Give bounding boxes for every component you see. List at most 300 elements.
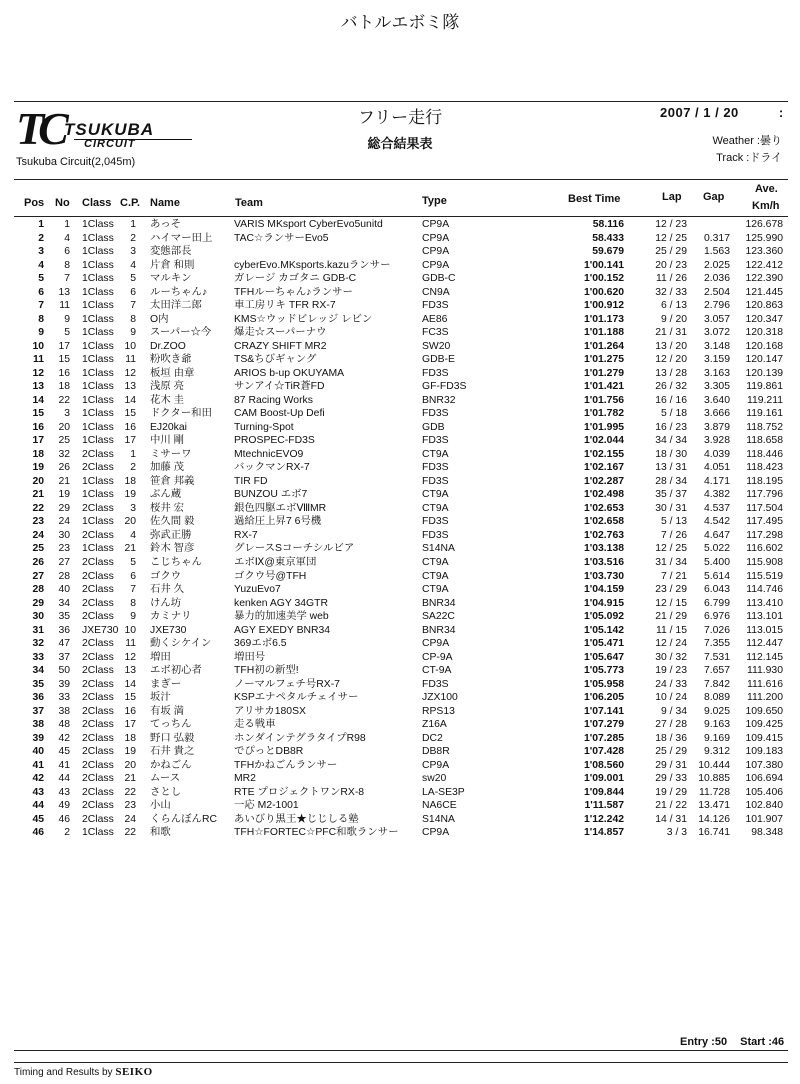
cell-best: 1'05.647 [583,651,624,663]
cell-pos: 22 [32,502,44,514]
cell-cls: 1Class [82,489,114,501]
table-row [0,449,800,461]
cell-best: 1'05.471 [583,638,624,650]
table-row [0,584,800,596]
cell-cls: 1Class [82,232,114,244]
cell-lap: 21 / 31 [655,327,687,339]
cell-gap: 9.169 [703,732,730,744]
cell-pos: 5 [38,273,44,285]
cell-gap: 9.312 [703,746,730,758]
cell-cp: 4 [130,259,136,271]
cell-best: 1'01.275 [583,354,624,366]
cell-pos: 1 [38,219,44,230]
cell-pos: 44 [32,800,44,812]
cell-no: 6 [64,246,70,258]
cell-ave: 109.425 [745,719,783,731]
cell-best: 1'03.138 [583,543,624,555]
cell-best: 1'01.264 [583,340,624,352]
cell-lap: 19 / 23 [655,665,687,677]
cell-type: AE86 [422,313,448,325]
cell-team: TAC☆ランサーEvo5 [234,232,329,244]
cell-cp: 3 [130,502,136,514]
cell-no: 50 [58,665,70,677]
cell-type: FD3S [422,408,449,420]
cell-gap: 10.444 [698,759,730,771]
cell-type: BNR32 [422,394,456,406]
cell-cls: 2Class [82,448,114,460]
cell-lap: 31 / 34 [655,557,687,568]
cell-ave: 117.298 [746,529,783,541]
cell-pos: 20 [32,475,44,487]
cell-name: ドクター和田 [150,408,212,420]
cell-type: DC2 [422,732,443,744]
cell-cp: 16 [124,705,136,717]
table-row [0,260,800,272]
cell-lap: 28 / 34 [655,475,687,487]
cell-gap: 3.163 [703,367,730,379]
cell-lap: 34 / 34 [655,435,687,447]
cell-team: でぴっとDB8R [234,746,304,758]
session-date [660,105,784,120]
cell-ave: 117.796 [746,489,783,501]
cell-type: FD3S [422,462,449,474]
cell-team: VARIS MKsport CyberEvo5unitd [234,219,383,230]
cell-type: LA-SE3P [422,786,465,798]
cell-no: 40 [58,584,70,596]
cell-gap: 3.305 [703,381,730,393]
cell-best: 1'07.285 [583,732,624,744]
cell-cp: 5 [130,557,136,568]
cell-best: 1'05.142 [583,624,624,636]
cell-no: 7 [64,273,70,285]
cell-type: CT9A [422,570,449,582]
cell-lap: 23 / 29 [655,584,687,596]
cell-name: 弥武正勝 [150,529,192,541]
header-gap: Gap [703,191,725,203]
cell-gap: 6.799 [703,597,730,609]
cell-cls: 2Class [82,786,114,798]
cell-best: 1'05.773 [583,665,624,677]
cell-team: ゴクウ号@TFH [234,570,307,582]
cell-cls: 2Class [82,692,114,704]
table-row [0,287,800,299]
cell-gap: 3.072 [703,327,730,339]
cell-lap: 18 / 30 [655,448,687,460]
cell-ave: 118.658 [746,435,783,447]
cell-name: エボ初心者 [150,665,202,677]
cell-cp: 2 [130,232,136,244]
cell-gap: 3.148 [703,340,730,352]
cell-name: 坂汁 [150,692,171,704]
cell-cp: 9 [130,327,136,339]
cell-pos: 11 [33,354,44,366]
cell-best: 1'03.516 [583,557,624,568]
cell-no: 19 [58,489,70,501]
cell-gap: 3.159 [703,354,730,366]
table-row [0,760,800,772]
cell-name: てっちん [150,719,192,731]
cell-pos: 4 [38,259,44,271]
cell-ave: 122.390 [745,273,783,285]
cell-team: kenken AGY 34GTR [234,597,328,609]
cell-lap: 25 / 29 [655,746,687,758]
cell-best: 1'11.587 [584,800,624,812]
cell-cp: 14 [124,394,136,406]
cell-no: 43 [58,786,70,798]
timing-credit [14,1066,153,1078]
cell-cls: 1Class [82,394,114,406]
cell-team: 87 Racing Works [234,394,313,406]
cell-cp: 23 [124,800,136,812]
cell-cls: 2Class [82,651,114,663]
cell-cls: 1Class [82,327,114,339]
cell-ave: 118.423 [746,462,783,474]
cell-name: 板垣 由章 [150,367,195,379]
date-value: 2007 / 1 / 20 [660,105,739,120]
cell-gap: 7.531 [703,651,730,663]
entry-count: Entry :50 [680,1036,728,1048]
cell-pos: 10 [32,340,44,352]
cell-best: 1'01.782 [583,408,624,420]
cell-name: JXE730 [150,624,187,636]
table-row [0,706,800,718]
cell-cp: 14 [124,678,136,690]
cell-cls: 2Class [82,732,114,744]
cell-cp: 11 [125,354,136,366]
cell-best: 1'02.167 [583,462,624,474]
cell-cp: 20 [124,516,136,528]
cell-team: YuzuEvo7 [234,584,281,596]
cell-ave: 111.200 [746,692,783,704]
cell-best: 1'03.730 [583,570,624,582]
cell-best: 1'02.287 [583,475,624,487]
cell-best: 1'02.044 [583,435,624,447]
cell-pos: 18 [32,448,44,460]
cell-cls: 2Class [82,557,114,568]
cell-type: CT9A [422,502,449,514]
cell-cp: 2 [130,462,136,474]
cell-no: 26 [58,462,70,474]
cell-pos: 2 [38,232,44,244]
cell-ave: 109.183 [745,746,783,758]
table-row [0,571,800,583]
cell-cls: 1Class [82,367,114,379]
cell-best: 1'05.092 [583,611,624,623]
cell-name: スーパー☆今 [150,327,212,339]
cell-name: 変態部長 [150,246,192,258]
cell-gap: 4.382 [703,489,730,501]
cell-pos: 37 [32,705,44,717]
cell-gap: 3.666 [703,408,730,420]
cell-type: SA22C [422,611,455,623]
cell-team: AGY EXEDY BNR34 [234,624,331,636]
cell-type: S14NA [422,543,455,555]
cell-lap: 11 / 15 [655,624,687,636]
cell-ave: 119.211 [746,394,783,406]
cell-ave: 117.504 [746,502,783,514]
cell-ave: 126.678 [745,219,783,230]
table-row [0,800,800,812]
table-row [0,746,800,758]
cell-cp: 3 [130,246,136,258]
cell-no: 34 [58,597,70,609]
cell-name: 石井 久 [150,584,185,596]
cell-cls: 2Class [82,462,114,474]
cell-ave: 118.752 [746,421,783,433]
logo-word-tsukuba: TSUKUBA [64,120,155,139]
cell-name: 石井 貴之 [150,746,195,758]
cell-team: バックマンRX-7 [234,462,310,474]
cell-type: GDB [422,421,445,433]
cell-gap: 11.728 [698,786,730,798]
results-subtitle: 総合結果表 [367,136,433,151]
cell-best: 1'01.995 [583,421,624,433]
cell-cp: 6 [130,286,136,298]
cell-name: 増田 [150,651,171,663]
cell-name: さとし [150,786,182,798]
cell-no: 24 [58,516,70,528]
cell-gap: 4.537 [703,502,730,514]
table-row [0,462,800,474]
cell-ave: 113.101 [746,611,783,623]
header-pos: Pos [24,197,45,209]
cell-name: カミナリ [150,611,192,623]
cell-lap: 7 / 26 [661,529,687,541]
cell-lap: 25 / 29 [655,246,687,258]
cell-gap: 2.796 [703,300,730,312]
table-row [0,530,800,542]
cell-name: 片倉 和則 [150,259,195,271]
cell-name: 笹倉 邦義 [150,475,195,487]
cell-type: CP9A [422,759,450,771]
cell-name: くらんぼんRC [150,813,217,825]
cell-best: 1'01.188 [583,327,624,339]
cell-team: CRAZY SHIFT MR2 [234,340,327,352]
cell-no: 1 [64,219,70,230]
cell-name: O内 [150,313,169,325]
cell-name: 浅原 亮 [150,381,185,393]
cell-cp: 13 [124,381,136,393]
cell-ave: 111.930 [746,665,783,677]
cell-lap: 5 / 18 [661,408,687,420]
cell-gap: 9.025 [703,705,730,717]
cell-best: 1'01.279 [583,367,624,379]
cell-cls: 1Class [82,259,114,271]
track-info: Track :ドライ [716,152,782,164]
cell-ave: 119.161 [746,408,783,420]
cell-lap: 12 / 25 [655,543,687,555]
cell-ave: 113.015 [746,624,783,636]
cell-cp: 10 [124,624,136,636]
cell-cp: 8 [130,313,136,325]
cell-gap: 3.057 [703,313,730,325]
session-title: フリー走行 [357,108,443,127]
cell-best: 1'01.421 [583,381,624,393]
cell-type: CN9A [422,286,450,298]
table-row [0,300,800,312]
cell-team: TS&ちびギャング [234,354,317,366]
cell-type: NA6CE [422,800,457,812]
cell-team: PROSPEC-FD3S [234,435,315,447]
cell-cls: 1Class [82,408,114,420]
cell-lap: 29 / 31 [655,759,687,771]
cell-no: 2 [64,827,70,839]
cell-cls: 1Class [82,516,114,528]
cell-ave: 120.347 [745,313,783,325]
cell-type: S14NA [422,813,455,825]
cell-pos: 8 [38,313,44,325]
cell-lap: 9 / 20 [661,313,687,325]
cell-best: 1'04.915 [583,597,624,609]
cell-no: 5 [64,327,70,339]
cell-gap: 6.043 [703,584,730,596]
cell-pos: 17 [32,435,44,447]
cell-best: 1'09.001 [583,773,624,785]
cell-no: 28 [58,570,70,582]
cell-gap: 5.400 [703,557,730,568]
cell-lap: 10 / 24 [655,692,687,704]
header-team: Team [235,197,263,209]
cell-cp: 21 [124,773,136,785]
cell-gap: 3.928 [703,435,730,447]
cell-lap: 9 / 34 [661,705,687,717]
footer-divider-top [14,1050,788,1051]
cell-type: FD3S [422,435,449,447]
table-row [0,787,800,799]
cell-cp: 6 [130,570,136,582]
cell-no: 39 [58,678,70,690]
cell-cls: 1Class [82,354,114,366]
cell-best: 1'01.756 [583,394,624,406]
cell-pos: 15 [32,408,44,420]
cell-type: GDB-E [422,354,455,366]
cell-name: まぎー [150,678,182,690]
cell-lap: 18 / 36 [655,732,687,744]
cell-name: ムース [150,773,181,785]
cell-cls: 1Class [82,381,114,393]
cell-no: 22 [58,394,70,406]
cell-cls: 2Class [82,570,114,582]
header-ave: Ave. [755,183,778,195]
cell-cls: 1Class [82,286,114,298]
cell-name: 有坂 満 [150,705,185,717]
cell-cls: 2Class [82,719,114,731]
cell-type: GF-FD3S [422,381,467,393]
cell-cp: 24 [124,813,136,825]
cell-cls: 2Class [82,611,114,623]
cell-team: cyberEvo.MKsports.kazuランサー [234,259,391,271]
cell-lap: 5 / 13 [661,516,687,528]
cell-lap: 20 / 23 [655,259,687,271]
table-row [0,489,800,501]
cell-type: BNR34 [422,597,456,609]
cell-type: sw20 [422,773,447,785]
cell-cls: 2Class [82,597,114,609]
cell-name: あっそ [150,219,182,230]
cell-team: グレースSコーチシルビア [234,543,355,555]
cell-team: 走る戦車 [234,719,276,731]
table-row [0,219,800,231]
cell-type: CP9A [422,219,450,230]
entry-start-counts [680,1036,784,1048]
cell-ave: 120.147 [745,354,783,366]
cell-cls: 2Class [82,773,114,785]
table-row [0,408,800,420]
cell-no: 29 [58,502,70,514]
cell-no: 32 [58,448,70,460]
footer-divider-bottom [14,1062,788,1063]
table-row [0,625,800,637]
table-row [0,557,800,569]
cell-no: 3 [64,408,70,420]
cell-name: 花木 圭 [150,394,185,406]
cell-pos: 36 [32,692,44,704]
cell-type: CP-9A [422,651,453,663]
cell-team: ガレージ カゴタニ GDB-C [234,273,357,285]
cell-cp: 22 [124,827,136,839]
cell-gap: 7.355 [703,638,730,650]
table-row [0,827,800,839]
header-best-time: Best Time [568,193,621,205]
cell-type: SW20 [422,340,451,352]
cell-pos: 33 [32,651,44,663]
cell-ave: 116.602 [746,543,783,555]
cell-pos: 9 [38,327,44,339]
cell-name: 鈴木 智彦 [150,543,195,555]
cell-cp: 19 [124,489,136,501]
cell-no: 4 [64,232,70,244]
cell-no: 15 [58,354,70,366]
cell-lap: 29 / 33 [655,773,687,785]
cell-team: CAM Boost-Up Defi [234,408,325,420]
cell-best: 1'04.159 [583,584,624,596]
cell-pos: 43 [32,786,44,798]
cell-gap: 16.741 [698,827,730,839]
cell-lap: 12 / 20 [655,354,687,366]
cell-best: 1'08.560 [583,759,624,771]
start-count: Start :46 [740,1036,785,1048]
table-row [0,354,800,366]
cell-team: ホンダインテグラタイプR98 [234,732,366,744]
cell-pos: 12 [32,367,44,379]
cell-no: 20 [58,421,70,433]
table-row [0,246,800,258]
cell-team: RX-7 [234,529,258,541]
cell-cp: 22 [124,786,136,798]
cell-name: 動くシケイン [150,638,212,650]
cell-cp: 5 [130,273,136,285]
header-top-divider [14,179,788,180]
cell-team: MR2 [234,773,256,785]
circuit-name: Tsukuba Circuit(2,045m) [16,156,136,168]
cell-name: 太田洋二郎 [150,300,202,312]
cell-ave: 102.840 [745,800,783,812]
table-row [0,692,800,704]
header-name: Name [150,197,180,209]
cell-ave: 120.139 [745,367,783,379]
cell-lap: 12 / 23 [655,219,687,230]
cell-best: 1'02.498 [583,489,624,501]
cell-no: 11 [59,300,70,312]
cell-no: 36 [58,624,70,636]
cell-type: FD3S [422,516,449,528]
cell-type: BNR34 [422,624,456,636]
cell-no: 21 [58,475,70,487]
cell-type: CT9A [422,584,449,596]
cell-ave: 107.380 [745,759,783,771]
table-row [0,273,800,285]
cell-type: GDB-C [422,273,456,285]
